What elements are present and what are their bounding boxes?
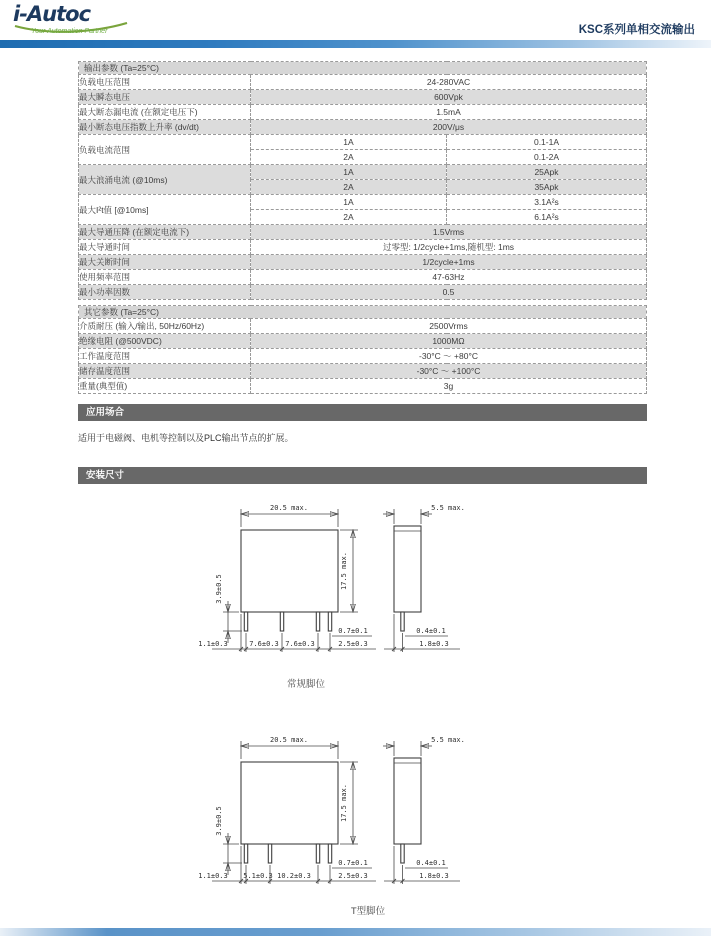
figure-caption-t-type: T型脚位: [350, 906, 386, 917]
output-parameters-table: [78, 61, 647, 300]
table-row: [79, 379, 647, 394]
spec-label: 使用频率范围: [79, 270, 251, 285]
header-divider-bar: [0, 40, 711, 48]
pin: [328, 844, 331, 863]
dim-seg4: 2.5±0.3: [338, 872, 368, 880]
other-parameters-table: [78, 305, 647, 394]
spec-value: 2500Vrms: [251, 319, 647, 334]
table-row: [79, 75, 647, 90]
dimension-drawing-normal: [186, 497, 496, 667]
spec-value: 35Apk: [447, 180, 647, 195]
spec-label: 储存温度范围: [79, 364, 251, 379]
pin: [268, 844, 271, 863]
table-row: [79, 105, 647, 120]
spec-value: 600Vpk: [251, 90, 647, 105]
dim-seg2: 7.6±0.3: [249, 640, 279, 648]
spec-label: 重量(典型值): [79, 379, 251, 394]
spec-value: 1.5Vrms: [251, 225, 647, 240]
spec-label: 绝缘电阻 (@500VDC): [79, 334, 251, 349]
spec-value: 25Apk: [447, 165, 647, 180]
spec-value: 24-280VAC: [251, 75, 647, 90]
table-row: [79, 195, 647, 210]
spec-condition: 2A: [251, 180, 447, 195]
spec-value: 3.1A²s: [447, 195, 647, 210]
pin: [244, 612, 247, 631]
company-logo: [13, 3, 163, 39]
spec-value: 3g: [251, 379, 647, 394]
spec-value: 过零型: 1/2cycle+1ms,随机型: 1ms: [251, 240, 647, 255]
dim-seg4: 2.5±0.3: [338, 640, 368, 648]
section-header-application: 应用场合: [78, 404, 647, 421]
table-row: [79, 349, 647, 364]
spec-value: 1.5mA: [251, 105, 647, 120]
pin: [316, 612, 319, 631]
dim-pin-width: 0.7±0.1: [338, 627, 368, 635]
footer-divider-bar: [0, 928, 711, 936]
dim-seg1: 1.1±0.3: [198, 640, 228, 648]
spec-value: 47-63Hz: [251, 270, 647, 285]
dim-pin-length: 3.9±0.5: [215, 806, 223, 836]
spec-condition: 1A: [251, 165, 447, 180]
spec-condition: 1A: [251, 195, 447, 210]
pin: [244, 844, 247, 863]
table-title: 输出参数 (Ta=25°C): [79, 62, 647, 75]
dim-seg2: 5.1±0.3: [243, 872, 273, 880]
table-row: [79, 90, 647, 105]
dimension-drawing-t-type: [186, 729, 496, 899]
table-row: [79, 120, 647, 135]
figure-caption-normal: 常规脚位: [286, 679, 325, 690]
pin: [316, 844, 319, 863]
dim-pin-length: 3.9±0.5: [215, 574, 223, 604]
logo-tagline: Your Automation Partner: [31, 28, 108, 35]
spec-value: -30°C ～ +100°C: [251, 364, 647, 379]
spec-label: 最大导通压降 (在额定电流下): [79, 225, 251, 240]
table-row: [79, 364, 647, 379]
table-row: [79, 240, 647, 255]
dim-seg3: 7.6±0.3: [285, 640, 315, 648]
table-row: [79, 165, 647, 180]
spec-value: 0.5: [251, 285, 647, 300]
spec-condition: 1A: [251, 135, 447, 150]
table-row: [79, 135, 647, 150]
dim-side-pin-width: 0.4±0.1: [416, 859, 446, 867]
table-row: [79, 255, 647, 270]
dim-side-offset: 1.8±0.3: [419, 640, 449, 648]
spec-value: 0.1-1A: [447, 135, 647, 150]
spec-label: 最小功率因数: [79, 285, 251, 300]
spec-label: 最大断态漏电流 (在额定电压下): [79, 105, 251, 120]
table-row: [79, 285, 647, 300]
spec-condition: 2A: [251, 150, 447, 165]
application-text: 适用于电磁阀、电机等控制以及PLC输出节点的扩展。: [78, 433, 294, 443]
relay-body-side: [394, 758, 421, 844]
spec-value: -30°C ～ +80°C: [251, 349, 647, 364]
spec-label: 最小断态电压指数上升率 (dv/dt): [79, 120, 251, 135]
pin: [280, 612, 283, 631]
table-title: 其它参数 (Ta=25°C): [79, 306, 647, 319]
relay-body-side: [394, 526, 421, 612]
dim-side-offset: 1.8±0.3: [419, 872, 449, 880]
relay-body-front: [241, 762, 338, 844]
dim-height: 17.5 max.: [340, 552, 348, 590]
dim-width: 20.5 max.: [270, 504, 308, 512]
spec-label: 最大浪涌电流 (@10ms): [79, 165, 251, 195]
table-row: [79, 334, 647, 349]
spec-value: 1000MΩ: [251, 334, 647, 349]
pin: [328, 612, 331, 631]
dim-pin-width: 0.7±0.1: [338, 859, 368, 867]
pin: [401, 612, 404, 631]
dim-seg3: 10.2±0.3: [277, 872, 311, 880]
table-row: [79, 319, 647, 334]
spec-label: 工作温度范围: [79, 349, 251, 364]
spec-label: 介质耐压 (输入/输出, 50Hz/60Hz): [79, 319, 251, 334]
dim-depth: 5.5 max.: [431, 736, 465, 744]
spec-value: 200V/μs: [251, 120, 647, 135]
dim-seg1: 1.1±0.3: [198, 872, 228, 880]
dim-depth: 5.5 max.: [431, 504, 465, 512]
spec-value: 6.1A²s: [447, 210, 647, 225]
spec-value: 1/2cycle+1ms: [251, 255, 647, 270]
dim-height: 17.5 max.: [340, 784, 348, 822]
relay-body-front: [241, 530, 338, 612]
spec-label: 最大导通时间: [79, 240, 251, 255]
logo-wordmark: i-Autoc: [13, 2, 91, 26]
dim-side-pin-width: 0.4±0.1: [416, 627, 446, 635]
table-row: [79, 225, 647, 240]
spec-label: 最大关断时间: [79, 255, 251, 270]
spec-label: 负载电压范围: [79, 75, 251, 90]
section-header-mounting: 安装尺寸: [78, 467, 647, 484]
spec-value: 0.1-2A: [447, 150, 647, 165]
pin: [401, 844, 404, 863]
dim-width: 20.5 max.: [270, 736, 308, 744]
spec-condition: 2A: [251, 210, 447, 225]
page-title: KSC系列单相交流输出: [578, 24, 695, 36]
table-row: [79, 270, 647, 285]
spec-label: 最大I²t值 [@10ms]: [79, 195, 251, 225]
spec-label: 负载电流范围: [79, 135, 251, 165]
spec-label: 最大瞬态电压: [79, 90, 251, 105]
